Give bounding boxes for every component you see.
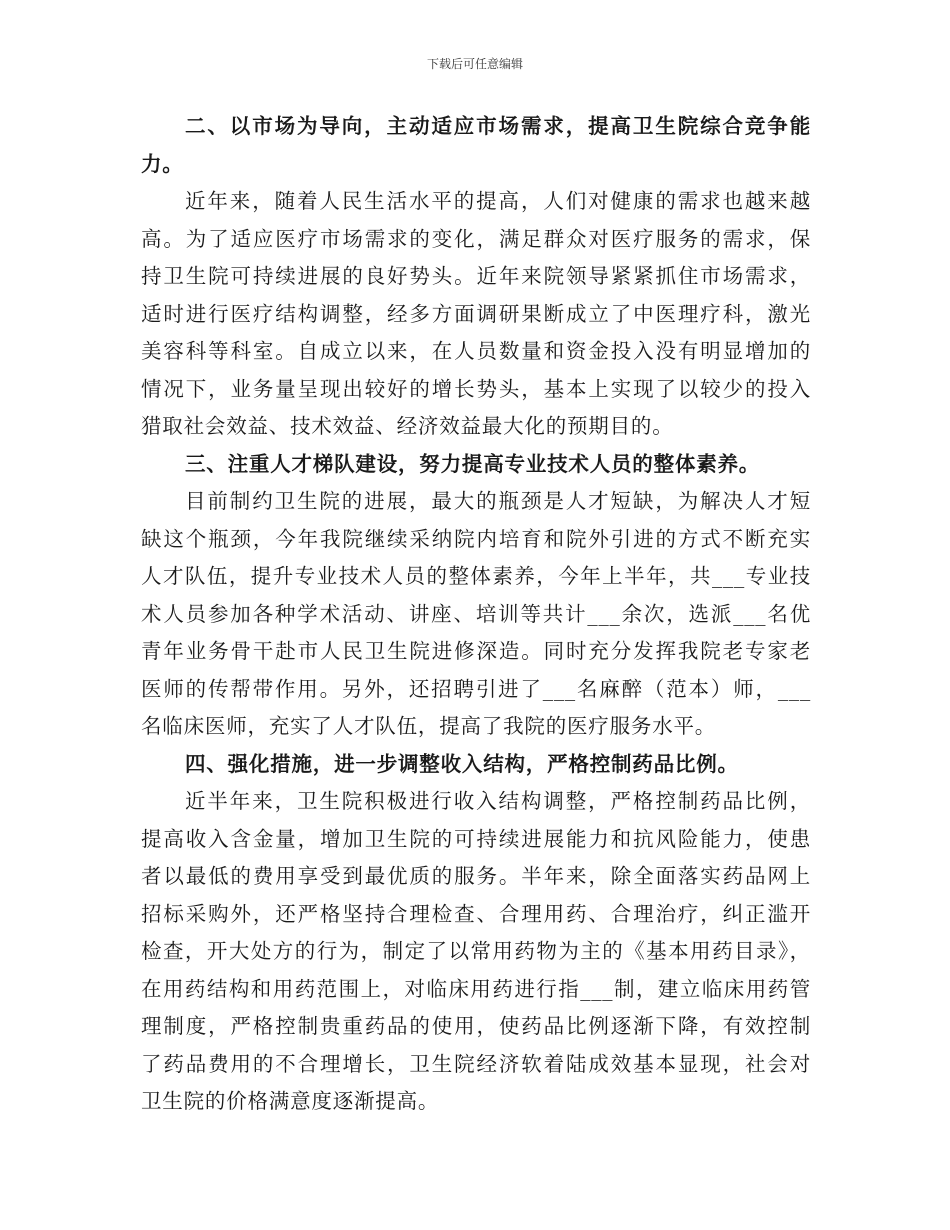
section-heading-line: 四、强化措施，进一步调整收入结构，严格控制药品比例。 [185, 751, 739, 776]
paragraph-line: 卫生院的价格满意度逐渐提高。 [141, 1089, 440, 1113]
paragraph-line: 理制度，严格控制贵重药品的使用，使药品比例逐渐下降，有效控制 [141, 1014, 811, 1038]
paragraph-line: 医师的传帮带作用。另外，还招聘引进了___名麻醉（范本）师，___ [141, 676, 811, 701]
paragraph-line: 高。为了适应医疗市场需求的变化，满足群众对医疗服务的需求，保 [141, 226, 811, 251]
section-heading-line: 力。 [141, 151, 184, 176]
paragraph-line: 猎取社会效益、技术效益、经济效益最大化的预期目的。 [141, 414, 674, 438]
paragraph-line: 在用药结构和用药范围上，对临床用药进行指___制，建立临床用药管 [141, 976, 811, 1001]
paragraph-line: 近半年来，卫生院积极进行收入结构调整，严格控制药品比例， [185, 789, 811, 813]
paragraph-line: 招标采购外，还严格坚持合理检查、合理用药、合理治疗，纠正滥开 [141, 901, 811, 926]
paragraph-line: 近年来，随着人民生活水平的提高，人们对健康的需求也越来越 [185, 189, 811, 213]
paragraph-line: 名临床医师，充实了人才队伍，提高了我院的医疗服务水平。 [141, 714, 717, 738]
paragraph-line: 了药品费用的不合理增长，卫生院经济软着陆成效基本显现，社会对 [141, 1051, 811, 1076]
paragraph-line: 术人员参加各种学术活动、讲座、培训等共计___余次，选派___名优 [141, 601, 811, 626]
paragraph-line: 适时进行医疗结构调整，经多方面调研果断成立了中医理疗科，激光 [141, 301, 811, 326]
paragraph-line: 情况下，业务量呈现出较好的增长势头，基本上实现了以较少的投入 [141, 376, 811, 401]
paragraph-line: 人才队伍，提升专业技术人员的整体素养，今年上半年，共___专业技 [141, 564, 811, 588]
section-heading-line: 三、注重人才梯队建设，努力提高专业技术人员的整体素养。 [185, 451, 761, 476]
section-heading-line: 二、以市场为导向，主动适应市场需求，提高卫生院综合竞争能 [185, 114, 811, 138]
paragraph-line: 检查，开大处方的行为，制定了以常用药物为主的《基本用药目录》， [141, 939, 811, 963]
paragraph-line: 美容科等科室。自成立以来，在人员数量和资金投入没有明显增加的 [141, 339, 811, 363]
paragraph-line: 缺这个瓶颈，今年我院继续采纳院内培育和院外引进的方式不断充实 [141, 526, 811, 551]
paragraph-line: 青年业务骨干赴市人民卫生院进修深造。同时充分发挥我院老专家老 [141, 639, 811, 663]
paragraph-line: 提高收入含金量，增加卫生院的可持续进展能力和抗风险能力，使患 [141, 826, 811, 851]
paragraph-line: 者以最低的费用享受到最优质的服务。半年来，除全面落实药品网上 [141, 864, 811, 888]
paragraph-line: 目前制约卫生院的进展，最大的瓶颈是人才短缺，为解决人才短 [185, 489, 811, 513]
page-header-note: 下载后可任意编辑 [426, 57, 523, 71]
document-body [141, 108, 811, 1121]
paragraph-line: 持卫生院可持续进展的良好势头。近年来院领导紧紧抓住市场需求， [141, 264, 811, 288]
